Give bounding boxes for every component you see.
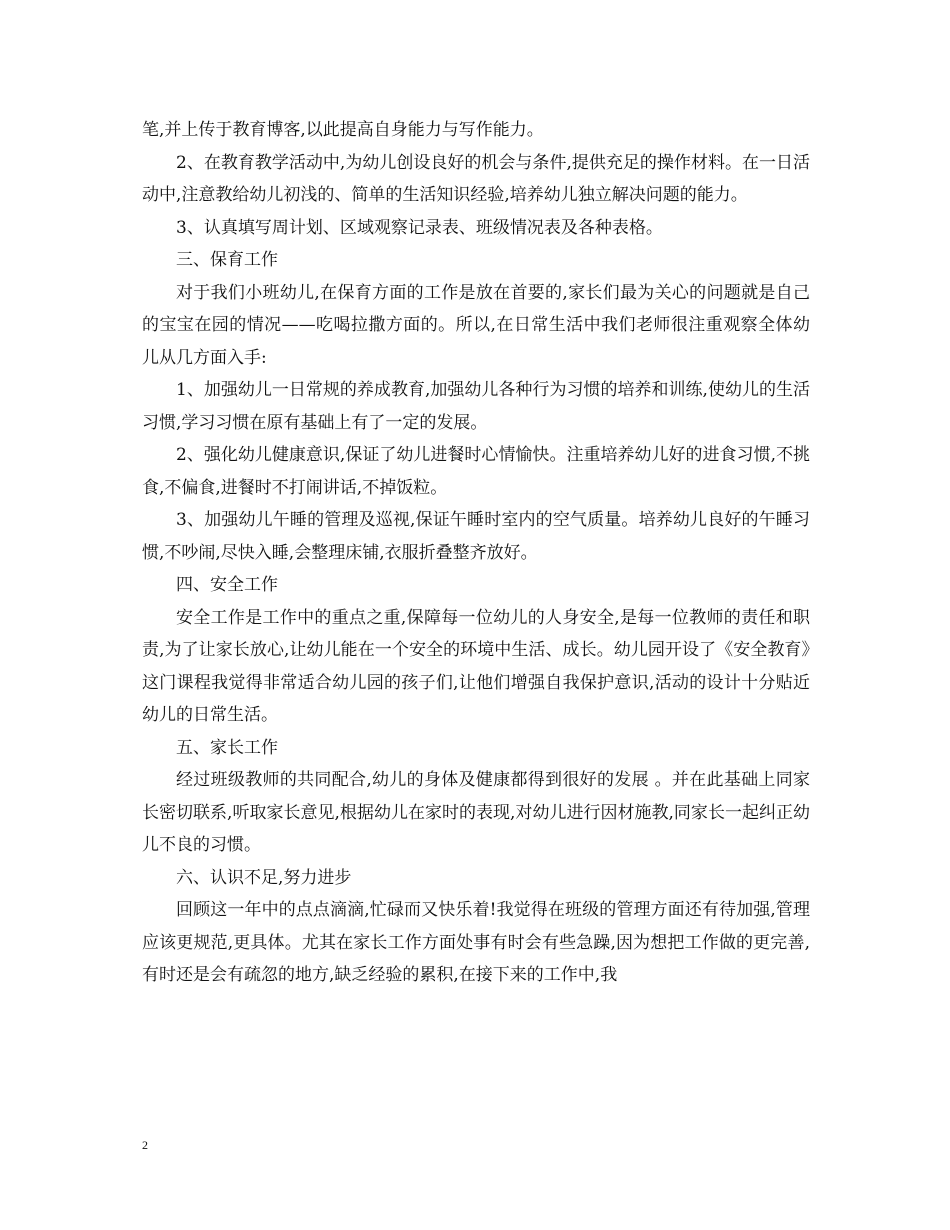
page-number: 2 — [142, 1138, 148, 1152]
section-heading-safety: 四、安全工作 — [176, 575, 278, 595]
paragraph-childcare-intro: 对于我们小班幼儿,在保育方面的工作是放在首要的,家长们最为关心的问题就是自己的宝宝在园的情况——吃喝拉撒方面的。所以,在日常生活中我们老师很注重观察全体幼儿从几方面入手: — [142, 282, 810, 368]
paragraph-safety: 安全工作是工作中的重点之重,保障每一位幼儿的人身安全,是每一位教师的责任和职责,为了让家长放心,让幼儿能在一个安全的环境中生活、成长。幼儿园开设了《安全教育》这门课程我觉得非常适合幼儿园的孩子们,让他们增强自我保护意识,活动的设计十分贴近幼儿的日常生活。 — [142, 607, 810, 725]
paragraph-childcare-2: 2、强化幼儿健康意识,保证了幼儿进餐时心情愉快。注重培养幼儿好的进食习惯,不挑食,不偏食,进餐时不打闹讲话,不掉饭粒。 — [142, 445, 810, 498]
paragraph-shortcomings: 回顾这一年中的点点滴滴,忙碌而又快乐着!我觉得在班级的管理方面还有待加强,管理应该更规范,更具体。尤其在家长工作方面处事有时会有些急躁,因为想把工作做的更完善,有时还是会有疏忽的地方,缺乏经验的累积,在接下来的工作中,我 — [142, 900, 810, 985]
paragraph-item-3: 3、认真填写周计划、区域观察记录表、班级情况表及各种表格。 — [176, 217, 663, 238]
section-heading-childcare: 三、保育工作 — [176, 250, 278, 270]
section-heading-shortcomings: 六、认识不足,努力进步 — [176, 867, 352, 888]
paragraph-continuation: 笔,并上传于教育博客,以此提高自身能力与写作能力。 — [142, 120, 544, 140]
paragraph-item-2: 2、在教育教学活动中,为幼儿创设良好的机会与条件,提供充足的操作材料。在一日活动中,注意教给幼儿初浅的、简单的生活知识经验,培养幼儿独立解决问题的能力。 — [142, 152, 810, 205]
paragraph-childcare-3: 3、加强幼儿午睡的管理及巡视,保证午睡时室内的空气质量。培养幼儿良好的午睡习惯,不吵闹,尽快入睡,会整理床铺,衣服折叠整齐放好。 — [142, 510, 810, 563]
paragraph-childcare-1: 1、加强幼儿一日常规的养成教育,加强幼儿各种行为习惯的培养和训练,使幼儿的生活习惯,学习习惯在原有基础上有了一定的发展。 — [142, 380, 810, 433]
section-heading-parents: 五、家长工作 — [176, 737, 278, 758]
paragraph-parents: 经过班级教师的共同配合,幼儿的身体及健康都得到很好的发展 。并在此基础上同家长密切联系,听取家长意见,根据幼儿在家时的表现,对幼儿进行因材施教,同家长一起纠正幼儿不良的习惯。 — [142, 770, 810, 855]
body-text — [142, 114, 810, 992]
